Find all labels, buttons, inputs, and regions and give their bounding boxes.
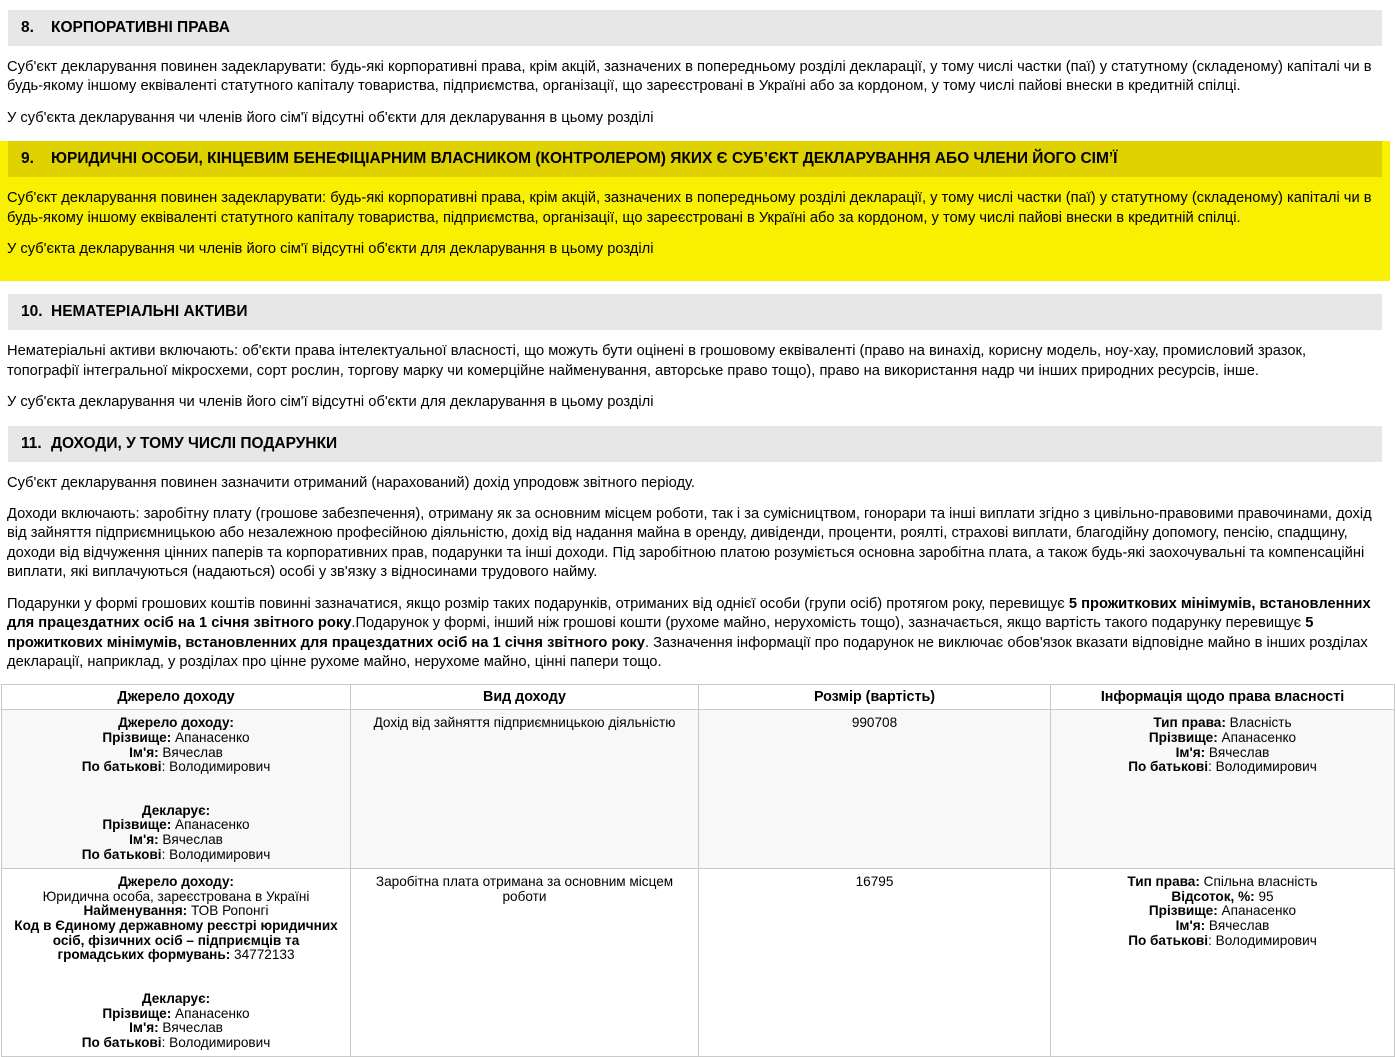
section-10-empty-note: У суб'єкта декларування чи членів його сім'ї відсутні об'єкти для декларування в цьому розділі [7,394,654,411]
section-11-paragraph-3: Подарунки у формі грошових коштів повинні зазначатися, якщо розмір таких подарунків, отриманих від однієї особи (групи осіб) протягом року, перевищує 5 прожиткових мінімумів, встановленних для працездатних осіб на 1 січня звітного року.Подарунок у формі, інший ніж грошові кошти (рухоме майно, нерухомість тощо), зазначається, якщо вартість такого подарунку перевищує 5 прожиткових мінімумів, встановленних для працездатних осіб на 1 січня звітного року. Зазначення інформації про подарунок не виключає обов'язок вказати відповідне майно в інших розділах декларації, наприклад, у розділах про цінне рухоме майно, нерухоме майно, цінні папери тощо. [7,595,1371,670]
section-9-number: 9. [21,150,34,168]
income-source-cell: Джерело доходу: Юридична особа, зареєстрована в Україні Найменування: ТОВ Ропонгі Код в Єдиному державному реєстрі юридичних осіб, фізичних осіб – підприємців та громадських формувань: 34772133 Декларує: Прізвище: Апанасенко Ім'я: Вячеслав По батькові: Володимирович [2,869,351,1057]
section-11-number: 11. [21,434,42,452]
section-10 [0,294,1390,412]
income-amount-cell: 16795 [699,869,1051,1057]
income-type-cell: Дохід від зайняття підприємницькою діяльністю [351,710,699,869]
section-8-number: 8. [21,19,34,36]
section-10-number: 10. [21,303,43,321]
col-header-amount: Розмір (вартість) [699,685,1051,710]
income-source-cell: Джерело доходу: Прізвище: Апанасенко Ім'я: Вячеслав По батькові: Володимирович Декларує: Прізвище: Апанасенко Ім'я: Вячеслав По батькові: Володимирович [2,710,351,869]
income-table [1,684,1395,1057]
section-11-header [8,426,1382,462]
section-10-title: НЕМАТЕРІАЛЬНІ АКТИВИ [51,303,248,321]
income-table-header-row [2,685,1395,710]
section-10-description: Нематеріальні активи включають: об'єкти права інтелектуальної власності, що можуть бути оцінені в грошовому еквіваленті (право на винахід, корисну модель, ноу-хау, промисловий зразок, топографії інтегральної мікросхеми, сорт рослин, торгову марку чи комерційне найменування, авторське право тощо), право на використання надр чи інших природних ресурсів, інше. [7,343,1307,379]
section-11-paragraph-2: Доходи включають: заробітну плату (грошове забезпечення), отриману як за основним місцем роботи, так і за сумісництвом, гонорари та інші виплати згідно з цивільно-правовими правочинами, дохід від зайняття підприємницькою або незалежною професійною діяльністю, дохід від надання майна в оренду, дивіденди, проценти, роялті, страхові виплати, благодійну допомогу, пенсію, спадщину, доходи від відчуження цінних паперів та корпоративних прав, подарунки та інші доходи. Під заробітною платою розуміється основна заробітна плата, а також будь-які заохочувальні та компенсаційні виплати, які виплачуються (надаються) особі у зв'язку з відносинами трудового найму. [7,506,1372,581]
income-table-head [2,685,1395,710]
section-8-title: КОРПОРАТИВНІ ПРАВА [51,19,230,36]
col-header-income-type: Вид доходу [351,685,699,710]
section-8-empty-note: У суб'єкта декларування чи членів його сім'ї відсутні об'єкти для декларування в цьому розділі [7,109,654,126]
section-11-title: ДОХОДИ, У ТОМУ ЧИСЛІ ПОДАРУНКИ [51,434,338,452]
section-10-header [8,294,1382,330]
income-row-1 [2,710,1395,869]
income-type-cell: Заробітна плата отримана за основним місцем роботи [351,869,699,1057]
section-9-empty-note: У суб'єкта декларування чи членів його сім'ї відсутні об'єкти для декларування в цьому розділі [7,241,654,258]
section-8 [0,10,1390,128]
col-header-ownership-info: Інформація щодо права власності [1051,685,1395,710]
income-amount-cell: 990708 [699,710,1051,869]
income-row-2 [2,869,1395,1057]
section-11 [0,426,1390,1057]
ownership-info-cell: Тип права: Спільна власність Відсоток, %: 95 Прізвище: Апанасенко Ім'я: Вячеслав По батькові: Володимирович [1051,869,1395,1057]
section-8-description: Суб'єкт декларування повинен задекларувати: будь-які корпоративні права, крім акцій, зазначених в попередньому розділі декларації, у тому числі частки (паї) у статутному (складеному) капіталі чи в будь-якому іншому еквіваленті статутного капіталу товариства, підприємства, організації, що зареєстровані в Україні або за кордоном, у тому числі пайові внески в кредитній спілці. [7,59,1372,95]
col-header-income-source: Джерело доходу [2,685,351,710]
section-8-header [8,10,1382,46]
section-9-highlighted [0,141,1390,281]
section-11-paragraph-1: Суб'єкт декларування повинен зазначити отриманий (нарахований) дохід упродовж звітного періоду. [7,474,696,491]
ownership-info-cell: Тип права: Власність Прізвище: Апанасенко Ім'я: Вячеслав По батькові: Володимирович [1051,710,1395,869]
section-9-description: Суб'єкт декларування повинен задекларувати: будь-які корпоративні права, крім акцій, зазначених в попередньому розділі декларації, у тому числі частки (паї) у статутному (складеному) капіталі чи в будь-якому іншому еквіваленті статутного капіталу товариства, підприємства, організації, що зареєстровані в Україні або за кордоном, у тому числі пайові внески в кредитній спілці. [7,190,1372,226]
section-9-title: ЮРИДИЧНІ ОСОБИ, КІНЦЕВИМ БЕНЕФІЦІАРНИМ ВЛАСНИКОМ (КОНТРОЛЕРОМ) ЯКИХ Є СУБ’ЄКТ ДЕКЛАРУВАННЯ АБО ЧЛЕНИ ЙОГО СІМ’Ї [51,150,1118,168]
section-9-header [8,141,1382,177]
